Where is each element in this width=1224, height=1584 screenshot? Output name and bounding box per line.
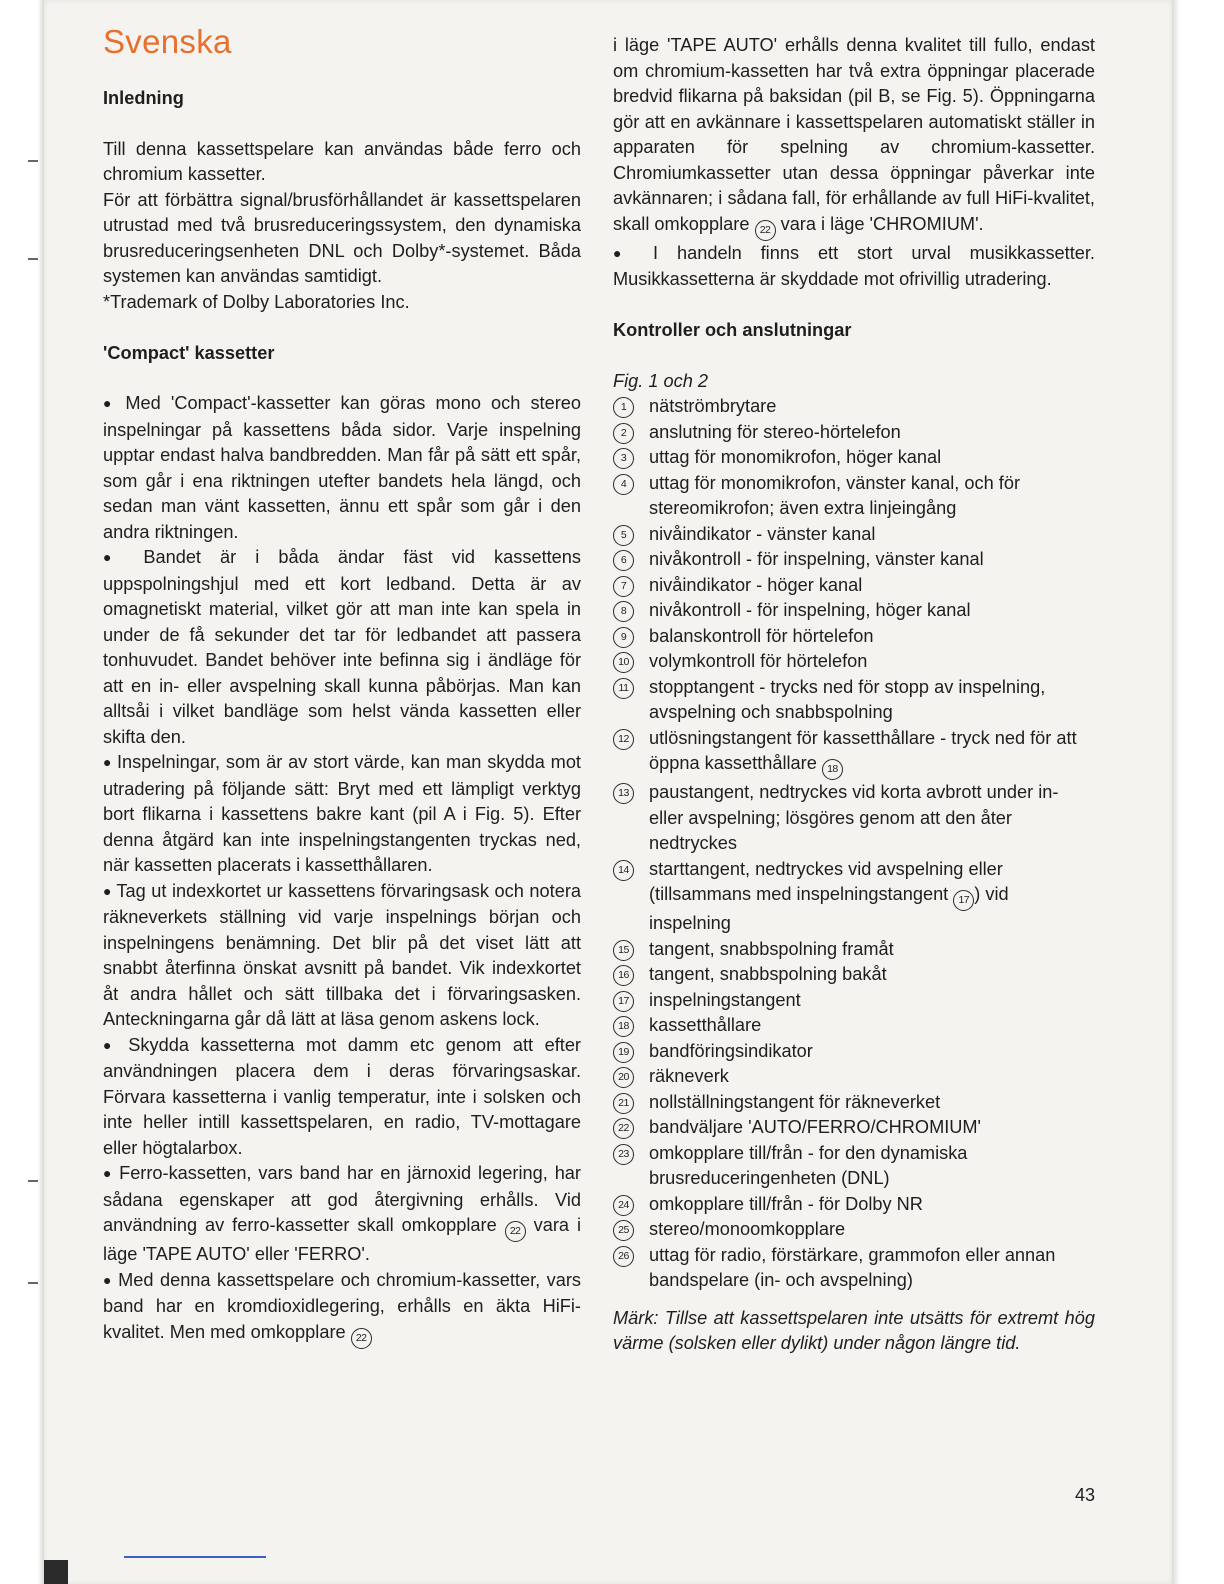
control-list-item (613, 1039, 1095, 1065)
controls-heading: Kontroller och anslutningar (613, 320, 852, 340)
control-description: inspelningstangent (649, 989, 801, 1010)
paragraph-text: Med denna kassettspelare och chromium-kassetter, vars band har en kromdioxidlegering, erhålls en äkta HiFi-kvalitet. Men med omkopplare (103, 1269, 581, 1342)
control-description: bandföringsindikator (649, 1040, 813, 1061)
control-description: paustangent, nedtryckes vid korta avbrott under in- eller avspelning; lösgöres genom att den åter nedtryckes (649, 782, 1059, 853)
controls-list (613, 394, 1095, 1294)
control-description: starttangent, nedtryckes vid avspelning eller (tillsammans med inspelningstangent (649, 858, 1003, 904)
control-list-item (613, 1013, 1095, 1039)
control-description: tangent, snabbspolning framåt (649, 938, 894, 959)
binding-mark (28, 160, 38, 162)
control-number-badge: 12 (613, 729, 634, 750)
control-number-badge: 1 (613, 397, 634, 418)
control-description-tail: ) vid inspelning (649, 884, 1009, 933)
page-number: 43 (1075, 1485, 1096, 1505)
control-list-item (613, 1243, 1095, 1294)
control-description: nivåkontroll - för inspelning, vänster kanal (649, 549, 984, 569)
chromium-paragraph (613, 33, 1095, 241)
control-description: nivåkontroll - för inspelning, höger kanal (649, 600, 971, 620)
control-description: bandväljare 'AUTO/FERRO/CHROMIUM' (649, 1117, 982, 1137)
control-description: volymkontroll för hörtelefon (649, 651, 868, 671)
control-description: nätströmbrytare (649, 396, 777, 416)
control-number-badge: 7 (613, 576, 634, 597)
control-number-badge: 8 (613, 601, 634, 622)
control-number-badge: 16 (613, 965, 634, 986)
control-description: omkopplare till/från - for den dynamiska brusreduceringenheten (DNL) (649, 1142, 968, 1188)
control-list-item (613, 649, 1095, 675)
control-reference: 18 (822, 759, 843, 780)
control-number-badge: 19 (613, 1042, 634, 1063)
control-list-item (613, 857, 1095, 937)
control-list-item (613, 624, 1095, 650)
paragraph-text: vara i läge 'CHROMIUM'. (780, 213, 984, 234)
control-list-item (613, 1141, 1095, 1192)
control-list-item (613, 780, 1095, 857)
control-list-item (613, 471, 1095, 522)
control-description: uttag för monomikrofon, höger kanal (649, 447, 942, 467)
bullet-paragraph: ● Med 'Compact'-kassetter kan göras mono och stereo inspelningar på kassettens båda sidor. Varje inspelning upptar endast halva bandbredden. Man får på sätt ett spår, som går i ena riktningen utefter bandets hela längd, och sedan man vänt kassetten, ännu ett spår som går i den andra riktningen. (103, 391, 581, 545)
control-description: uttag för radio, förstärkare, grammofon eller annan bandspelare (in- och avspelning) (649, 1244, 1056, 1290)
control-list-item (613, 547, 1095, 573)
control-description: stereo/monoomkopplare (649, 1219, 846, 1239)
control-list-item (613, 573, 1095, 599)
control-list-item (613, 1192, 1095, 1218)
page-left-margin (0, 0, 44, 1584)
bullet-paragraph: ● Tag ut indexkortet ur kassettens förvaringsask och notera räkneverkets ställning vid varje inspelnings början och inspelningens benämning. Det blir på det viset lätt att snabbt återfinna önskat avsnitt på bandet. Vik indexkortet åt andra hållet och sätt tillbaka det i förvaringsasken. Anteckningarna går då lätt at läsa genom askens lock. (103, 879, 581, 1033)
control-description: tangent, snabbspolning bakåt (649, 964, 887, 984)
figure-reference: Fig. 1 och 2 (613, 370, 709, 391)
control-description: nivåindikator - höger kanal (649, 574, 863, 595)
control-number-badge: 15 (613, 940, 634, 961)
control-list-item (613, 445, 1095, 471)
control-list-item (613, 1217, 1095, 1243)
control-list-item (613, 420, 1095, 446)
binding-mark (28, 1282, 38, 1284)
control-list-item (613, 988, 1095, 1014)
control-description: uttag för monomikrofon, vänster kanal, och för stereomikrofon; även extra linjeingång (649, 472, 1021, 518)
control-list-item (613, 598, 1095, 624)
page-right-margin (1172, 0, 1224, 1584)
binding-mark (28, 1180, 38, 1182)
control-description: stopptangent - trycks ned för stopp av inspelning, avspelning och snabbspolning (649, 676, 1046, 722)
control-number-badge: 23 (613, 1144, 634, 1165)
control-description: kassetthållare (649, 1015, 762, 1035)
bullet-paragraph: ● I handeln finns ett stort urval musikkassetter. Musikkassetterna är skyddade mot ofrivillig utradering. (613, 241, 1095, 293)
paragraph-text: vara i läge 'TAPE AUTO' eller 'FERRO'. (103, 1215, 581, 1264)
bullet-paragraph: ● Inspelningar, som är av stort värde, kan man skydda mot utradering på följande sätt: Bryt med ett lämpligt verktyg bort flikarna i kassettens bakre kant (pil A i Fig. 5). Efter denna åtgärd kan inte inspelningstangenten tryckas ned, när kassetten placerats i kassetthållaren. (103, 750, 581, 879)
control-list-item (613, 726, 1095, 781)
intro-paragraph: Till denna kassettspelare kan användas både ferro och chromium kassetter. (103, 138, 581, 184)
control-description: nivåindikator - vänster kanal (649, 523, 876, 544)
control-list-item (613, 962, 1095, 988)
control-list-item (613, 522, 1095, 548)
bullet-paragraph (103, 1161, 581, 1268)
control-number-badge: 20 (613, 1067, 634, 1088)
control-number-badge: 4 (613, 474, 634, 495)
control-number-badge: 2 (613, 423, 634, 444)
control-number-badge: 11 (613, 678, 634, 699)
intro-heading: Inledning (103, 88, 184, 108)
control-description: nollställningstangent för räkneverket (649, 1091, 941, 1112)
control-number-badge: 10 (613, 652, 634, 673)
paragraph-text: Ferro-kassetten, vars band har en järnoxid legering, har sådana egenskaper att god återgivning erhålls. Vid användning av ferro-kassetter skall omkopplare (103, 1163, 581, 1235)
binding-mark (28, 258, 38, 260)
control-reference: 22 (755, 220, 776, 241)
control-number-badge: 6 (613, 550, 634, 571)
control-description: räkneverk (649, 1066, 729, 1086)
paragraph-text: i läge 'TAPE AUTO' erhålls denna kvalitet till fullo, endast om chromium-kassetten har två extra öppningar placerade bredvid flikarna på baksidan (pil B, se Fig. 5). Öppningarna gör att en avkännare i kassettspelaren automatiskt ställer in apparaten för spelning av chromium-kassetter. Chromiumkassetter utan dessa öppningar påverkar inte avkännaren; i sådana fall, för erhållande av full HiFi-kvalitet, skall omkopplare (613, 35, 1095, 234)
control-list-item (613, 937, 1095, 963)
control-number-badge: 9 (613, 627, 634, 648)
control-reference: 22 (351, 1328, 372, 1349)
control-number-badge: 22 (613, 1118, 634, 1139)
control-description: omkopplare till/från - för Dolby NR (649, 1193, 923, 1214)
control-number-badge: 18 (613, 1016, 634, 1037)
control-number-badge: 3 (613, 448, 634, 469)
control-list-item (613, 1115, 1095, 1141)
right-column (613, 33, 1095, 1357)
control-list-item (613, 1090, 1095, 1116)
trademark-note: *Trademark of Dolby Laboratories Inc. (103, 291, 410, 312)
compact-heading: 'Compact' kassetter (103, 342, 275, 363)
control-reference: 17 (953, 890, 974, 911)
control-number-badge: 5 (613, 525, 634, 546)
control-number-badge: 14 (613, 860, 634, 881)
control-description: anslutning för stereo-hörtelefon (649, 421, 901, 442)
scan-edge-line (124, 1556, 266, 1558)
left-column (103, 20, 581, 1349)
language-title: Svenska (103, 23, 232, 60)
bullet-paragraph: ● Bandet är i båda ändar fäst vid kassettens uppspolningshjul med ett kort ledband. Detta är av omagnetiskt material, vilket gör att man inte kan spela in under de få sekunder det tar för ledbandet att passera tonhuvudet. Bandet behöver inte befinna sig i ändläge för att en in- eller avspelning skall kunna påbörjas. Man kan alltsåi i vilket bandläge som helst vända kassetten eller skifta den. (103, 545, 581, 750)
control-list-item (613, 675, 1095, 726)
control-number-badge: 21 (613, 1093, 634, 1114)
control-number-badge: 25 (613, 1220, 634, 1241)
control-description: utlösningstangent för kassetthållare - tryck ned för att öppna kassetthållare (649, 727, 1077, 773)
control-number-badge: 26 (613, 1246, 634, 1267)
control-number-badge: 13 (613, 783, 634, 804)
control-number-badge: 24 (613, 1195, 634, 1216)
control-number-badge: 17 (613, 991, 634, 1012)
bullet-paragraph: ● Skydda kassetterna mot damm etc genom att efter användningen placera dem i deras förvaringsaskar. Förvara kassetterna i vanlig temperatur, inte i solsken och inte heller intill kassettspelaren, en radio, TV-mottagare eller högtalarbox. (103, 1033, 581, 1162)
control-list-item (613, 1064, 1095, 1090)
control-reference: 22 (505, 1221, 526, 1242)
intro-paragraph: För att förbättra signal/brusförhållandet är kassettspelaren utrustad med två brusreduceringssystem, den dynamiska brusreduceringsenheten DNL och Dolby*-systemet. Båda systemen kan användas samtidigt. (103, 189, 581, 286)
warning-note: Märk: Tillse att kassettspelaren inte utsätts för extremt hög värme (solsken eller dylikt) under någon längre tid. (613, 1307, 1095, 1353)
bullet-paragraph (103, 1268, 581, 1349)
control-description: balanskontroll för hörtelefon (649, 625, 874, 646)
control-list-item (613, 394, 1095, 420)
scan-corner-mark (44, 1560, 68, 1584)
